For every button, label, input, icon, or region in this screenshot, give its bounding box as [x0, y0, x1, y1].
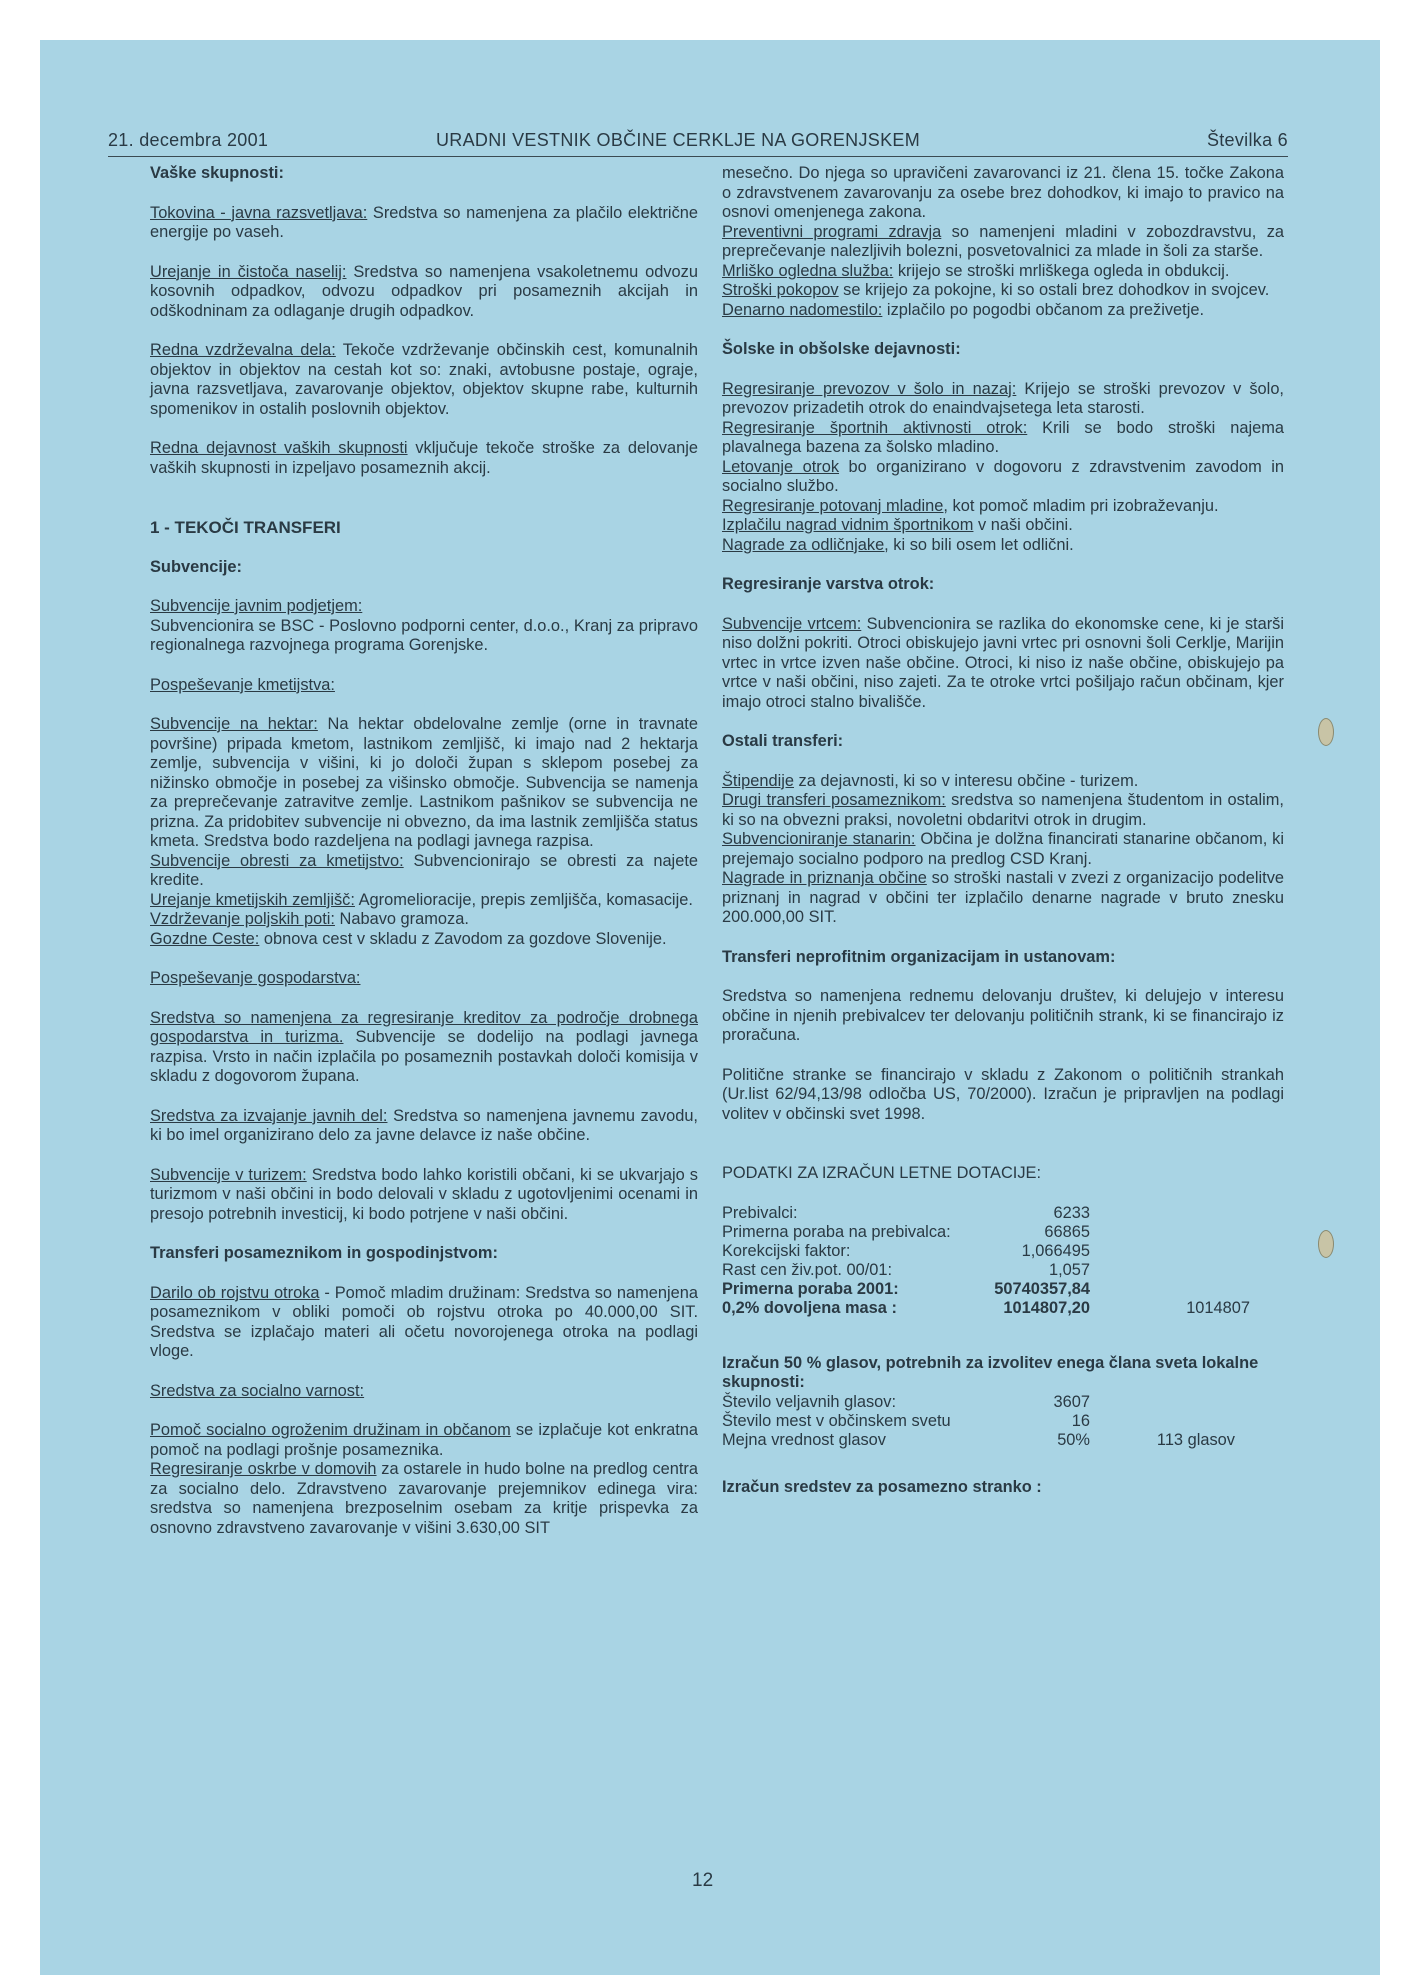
paragraph — [150, 1382, 698, 1402]
paragraph — [722, 869, 1284, 928]
calc-label: Rast cen živ.pot. 00/01: — [722, 1260, 893, 1279]
calc-label: Primerna poraba 2001: — [722, 1279, 899, 1298]
votes-extra: 113 glasov — [1156, 1430, 1235, 1449]
table-row — [722, 1299, 1250, 1318]
calc-label: 0,2% dovoljena masa : — [722, 1298, 897, 1317]
calc-value: 1,057 — [1048, 1260, 1090, 1279]
paragraph — [722, 615, 1284, 713]
section-heading: Ostali transferi: — [722, 732, 844, 750]
paragraph-text: za dejavnosti, ki so v interesu občine - turizem. — [794, 771, 1139, 790]
paragraph — [150, 852, 698, 891]
paragraph-text: kot pomoč mladim pri izobraževanju. — [947, 496, 1219, 515]
paragraph — [150, 715, 698, 852]
term: Redna dejavnost vaških skupnosti — [150, 439, 408, 457]
term: Regresiranje prevozov v šolo in nazaj: — [722, 379, 1017, 398]
calc-extra — [1090, 1242, 1250, 1261]
paragraph — [722, 262, 1284, 282]
table-row — [722, 1261, 1250, 1280]
term: Vzdrževanje poljskih poti: — [150, 910, 335, 928]
term: Pospeševanje kmetijstva: — [150, 675, 335, 694]
header-date: 21. decembra 2001 — [108, 130, 269, 150]
section-heading: Izračun 50 % glasov, potrebnih za izvolitev enega člana sveta lokalne skupnosti: — [722, 1353, 1259, 1391]
term: Štipendije — [722, 771, 794, 790]
section-heading: Transferi posameznikom in gospodinjstvom: — [150, 1244, 498, 1262]
term: Regresiranje športnih aktivnosti otrok: — [722, 418, 1028, 437]
paragraph-text: izplačilo po pogodbi občanom za preživetje. — [882, 300, 1205, 319]
paragraph-text: vključuje tekoče stroške za delovanje vaških skupnosti in izpeljavo posameznih akcij. — [150, 439, 698, 477]
paragraph-text: krijejo se stroški mrliškega ogleda in obdukcij. — [893, 261, 1230, 280]
section-heading: Subvencije: — [150, 557, 242, 576]
calc-value: 6233 — [1053, 1203, 1090, 1222]
header-issue: Številka 6 — [1206, 130, 1288, 150]
paragraph — [722, 516, 1284, 536]
paragraph — [150, 676, 698, 696]
calc-label: Prebivalci: — [722, 1203, 798, 1222]
paragraph — [150, 891, 698, 911]
calc-extra — [1090, 1261, 1250, 1280]
section-heading: Izračun sredstev za posamezno stranko : — [722, 1477, 1042, 1496]
votes-value: 50% — [1057, 1430, 1090, 1449]
calc-value: 1,066495 — [1021, 1241, 1090, 1260]
term: Urejanje in čistoča naselij: — [150, 262, 347, 281]
paragraph-text: Sredstva so namenjena za plačilo električne energije po vaseh. — [150, 203, 698, 241]
paragraph — [150, 1421, 698, 1460]
term: Denarno nadomestilo: — [722, 300, 883, 319]
section-heading: Regresiranje varstva otrok: — [722, 575, 935, 593]
paragraph-text: Sredstva so namenjena rednemu delovanju društev, ki delujejo v interesu občine in njenih prebivalcev ter delovanju političnih strank, ki se financirajo iz proračuna. — [722, 987, 1284, 1044]
paragraph-text: mesečno. Do njega so upravičeni zavarovanci iz 21. člena 15. točke Zakona o zdravstvenem zavarovanju za osebe brez dohodkov, ki imajo to pravico na osnovi omenjenega zakona. — [722, 164, 1284, 221]
paragraph-text: Sredstva so namenjena javnemu zavodu, ki bo imel organizirano delo za javne delavce iz naše občine. — [150, 1106, 698, 1144]
paragraph — [722, 281, 1284, 301]
table-row — [722, 1242, 1250, 1261]
calc-extra: 1014807 — [1186, 1298, 1250, 1317]
paragraph-text: so stroški nastali v zvezi z organizacijo podelitve priznanj in nagrad v občini ter izplačilo denarne nagrade v bruto znesku 200.000,00 SIT. — [722, 869, 1285, 926]
paragraph-text: - Pomoč mladim družinam: Sredstva so namenjena posameznikom v obliki pomoči ob rojstvu otroka po 40.000,00 SIT. Sredstva se izplačajo materi ali očetu novorojenega otroka na podlagi vloge. — [150, 1283, 698, 1360]
term: Sredstva za socialno varnost: — [150, 1381, 365, 1400]
paragraph-text: Sredstva so namenjena vsakoletnemu odvozu kosovnih odpadkov, odvozu odpadkov pri posameznih akcijah in odškodninam za odlaganje drugih odpadkov. — [150, 262, 698, 320]
votes-label: Mejna vrednost glasov — [722, 1430, 886, 1449]
term: Preventivni programi zdravja — [722, 222, 942, 241]
paragraph-text: Krili se bodo stroški najema plavalnega bazena za šolsko mladino. — [722, 418, 1284, 456]
right-column — [722, 164, 1284, 1517]
term: Pospeševanje gospodarstva: — [150, 969, 361, 987]
calc-label: Primerna poraba na prebivalca: — [722, 1222, 951, 1241]
term: Nagrade in priznanja občine — [722, 869, 927, 887]
table-row — [722, 1223, 1250, 1242]
table-row — [722, 1204, 1250, 1223]
paragraph-text: Krijejo se stroški prevozov v šolo, prevozov prizadetih otrok do enaindvajsetega leta starosti. — [722, 379, 1284, 417]
paragraph — [722, 772, 1284, 792]
paragraph — [150, 263, 698, 322]
term: Urejanje kmetijskih zemljišč: — [150, 890, 355, 909]
votes-table — [722, 1393, 1235, 1450]
paragraph — [722, 380, 1284, 419]
paragraph-text: za ostarele in hudo bolne na predlog centra za socialno delo. Zdravstveno zavarovanje prejemnikov edinega vira: sredstva so namenjena brezposelnim osebam za kritje prispevka za osnovno zdravstveno zavarovanje v višini 3.630,00 SIT — [150, 1460, 699, 1537]
paragraph — [722, 536, 1284, 556]
paragraph — [722, 1164, 1284, 1184]
paragraph — [150, 1107, 698, 1146]
paragraph — [722, 1066, 1284, 1125]
term: Tokovina - javna razsvetljava: — [150, 203, 368, 222]
term: Darilo ob rojstvu otroka — [150, 1283, 320, 1302]
paragraph-text: Nabavo gramoza. — [334, 910, 469, 928]
term: Redna vzdrževalna dela: — [150, 341, 336, 359]
term: Subvencije javnim podjetjem: — [150, 597, 363, 615]
paragraph — [722, 987, 1284, 1046]
term: Drugi transferi posameznikom: — [722, 791, 946, 809]
paragraph — [150, 1009, 698, 1087]
section-heading: Transferi neprofitnim organizacijam in ustanovam: — [722, 947, 1116, 966]
term: Pomoč socialno ogroženim družinam in občanom — [150, 1421, 511, 1439]
table-row — [722, 1280, 1250, 1299]
term: Subvencioniranje stanarin: — [722, 830, 916, 848]
votes-extra — [1090, 1393, 1235, 1412]
calc-value: 1014807,20 — [1003, 1298, 1090, 1317]
term: Gozdne Ceste: — [150, 929, 260, 948]
page-header — [108, 130, 1288, 157]
term: Mrliško ogledna služba: — [722, 261, 894, 280]
paragraph-text: obnova cest v skladu z Zavodom za gozdove Slovenije. — [259, 929, 667, 948]
term: Letovanje otrok — [722, 457, 840, 476]
calc-extra — [1090, 1223, 1250, 1242]
paragraph — [150, 1166, 698, 1225]
term: Nagrade za odličnjake, — [722, 535, 889, 554]
paragraph-text: Sredstva bodo lahko koristili občani, ki se ukvarjajo s turizmom v naši občini in bodo delovali v skladu z ugotovljenimi ocenami in presojo potrebnih investicij, ki bodo potrjene v naši občini. — [150, 1165, 698, 1223]
calc-value: 50740357,84 — [994, 1279, 1090, 1298]
paragraph-text: Agromelioracije, prepis zemljišča, komasacije. — [354, 890, 693, 909]
paragraph-text: Občina je dolžna financirati stanarine občanom, ki prejemajo socialno podporo na predlog CSD Kranj. — [722, 830, 1285, 868]
paragraph — [722, 791, 1284, 830]
term: Sredstva so namenjena za regresiranje kreditov za področje drobnega gospodarstva in turizma. — [150, 1008, 698, 1046]
calc-heading: PODATKI ZA IZRAČUN LETNE DOTACIJE: — [722, 1164, 1042, 1182]
paragraph — [722, 497, 1284, 517]
term: Sredstva za izvajanje javnih del: — [150, 1106, 388, 1125]
paragraph-text: v naši občini. — [973, 516, 1073, 534]
punch-hole-mark — [1318, 718, 1334, 746]
paragraph-text: sredstva so namenjena študentom in ostalim, ki so na obvezni praksi, novoletni obdaritvi otrok in drugim. — [722, 791, 1284, 829]
paragraph — [722, 301, 1284, 321]
header-title: URADNI VESTNIK OBČINE CERKLJE NA GORENJSKEM — [436, 130, 920, 150]
paragraph — [722, 458, 1284, 497]
section-heading: Šolske in obšolske dejavnosti: — [722, 340, 961, 358]
table-row — [722, 1393, 1235, 1412]
paragraph — [150, 597, 698, 656]
paragraph-text: ki so bili osem let odlični. — [888, 535, 1074, 554]
paragraph-text: so namenjeni mladini v zobozdravstvu, za preprečevanje nalezljivih bolezni, posvetovalnici za mlade in šoli za starše. — [722, 222, 1284, 260]
section-heading: 1 - TEKOČI TRANSFERI — [150, 518, 341, 537]
term: Regresiranje oskrbe v domovih — [150, 1460, 377, 1478]
votes-label: Število mest v občinskem svetu — [722, 1411, 951, 1430]
page-number: 12 — [692, 1870, 714, 1891]
paragraph-text: Subvencionira se BSC - Poslovno podporni center, d.o.o., Kranj za pripravo regionalnega razvojnega programa Gorenjske. — [150, 616, 698, 654]
calc-label: Korekcijski faktor: — [722, 1241, 851, 1260]
paragraph-text: se krijejo za pokojne, ki so ostali brez dohodkov in svojcev. — [838, 281, 1270, 299]
paragraph-text: Subvencionirajo se obresti za najete kredite. — [150, 851, 698, 889]
paragraph — [150, 1284, 698, 1362]
paragraph-text: se izplačuje kot enkratna pomoč na podlagi prošnje posameznika. — [150, 1421, 698, 1459]
paragraph — [722, 419, 1284, 458]
punch-hole-mark — [1318, 1230, 1334, 1258]
paragraph-text: Subvencionira se razlika do ekonomske cene, ki je starši niso dolžni pokriti. Otroci obiskujejo javni vrtec pri osnovni šoli Cerklje, Marijin vrtec in vrtce izven naše občine. Otroci, ki niso iz naše občine, obiskujejo pa vrtce v naši občini, niso zajeti. Za te otroke vrtci pošiljajo račun občinam, kjer imajo otroci stalno bivališče. — [722, 614, 1284, 711]
paragraph-text: Politične stranke se financirajo v skladu z Zakonom o političnih strankah (Ur.list 62/94,13/98 odločba US, 70/2000). Izračun je pripravljen na podlagi volitev v občinski svet 1998. — [722, 1065, 1284, 1123]
paragraph — [150, 910, 698, 930]
paragraph — [150, 930, 698, 950]
calc-table — [722, 1204, 1250, 1318]
votes-value: 3607 — [1053, 1392, 1090, 1411]
paragraph — [150, 341, 698, 419]
term: Subvencije na hektar: — [150, 715, 318, 733]
term: Stroški pokopov — [722, 281, 839, 299]
votes-label: Število veljavnih glasov: — [722, 1392, 897, 1411]
calc-value: 66865 — [1044, 1222, 1090, 1241]
paragraph — [722, 223, 1284, 262]
left-column — [150, 164, 698, 1538]
paragraph — [150, 969, 698, 989]
votes-value: 16 — [1071, 1411, 1090, 1430]
paragraph-text: Subvencije se dodelijo na podlagi javnega razpisa. Vrsto in način izplačila po posameznih postavkah določi komisija v skladu z dogovorom župana. — [150, 1028, 698, 1085]
term: Subvencije v turizem: — [150, 1165, 307, 1184]
paragraph-text: bo organizirano v dogovoru z zdravstvenim zavodom in socialno službo. — [722, 457, 1285, 495]
term: Subvencije vrtcem: — [722, 614, 862, 633]
term: Subvencije obresti za kmetijstvo: — [150, 851, 404, 870]
section-heading: Vaške skupnosti: — [150, 164, 284, 182]
paragraph-text: Na hektar obdelovalne zemlje (orne in travnate površine) pripada kmetom, lastnikom zemljišč, ki imajo nad 2 hektarja zemlje, subvencija v višini, ki jo določi župan s sklepom posebej za nižinsko območje in posebej za višinsko območje. Subvencija se namenja za preprečevanje zatravitve zemlje. Lastnikom pašnikov se subvencija ne prizna. Za pridobitev subvencije ni obvezno, da ima lastnik zemljišča status kmeta. Sredstva bodo razdeljena na podlagi javnega razpisa. — [150, 715, 698, 850]
paragraph-text: Tekoče vzdrževanje občinskih cest, komunalnih objektov in objektov na cestah kot so: znaki, avtobusne postaje, ograje, javna razsvetljava, zavarovanje objektov, objektov skupne rabe, kulturnih spomenikov in ostalih poslovnih objektov. — [150, 341, 698, 418]
paragraph — [722, 830, 1284, 869]
paragraph — [150, 1460, 698, 1538]
calc-extra — [1090, 1280, 1250, 1299]
votes-extra — [1090, 1412, 1235, 1431]
paragraph — [722, 164, 1284, 223]
paragraph — [150, 439, 698, 478]
table-row — [722, 1431, 1235, 1450]
table-row — [722, 1412, 1235, 1431]
term: Izplačilu nagrad vidnim športnikom — [722, 516, 974, 534]
term: Regresiranje potovanj mladine, — [722, 496, 948, 515]
paragraph — [150, 204, 698, 243]
calc-extra — [1090, 1204, 1250, 1223]
